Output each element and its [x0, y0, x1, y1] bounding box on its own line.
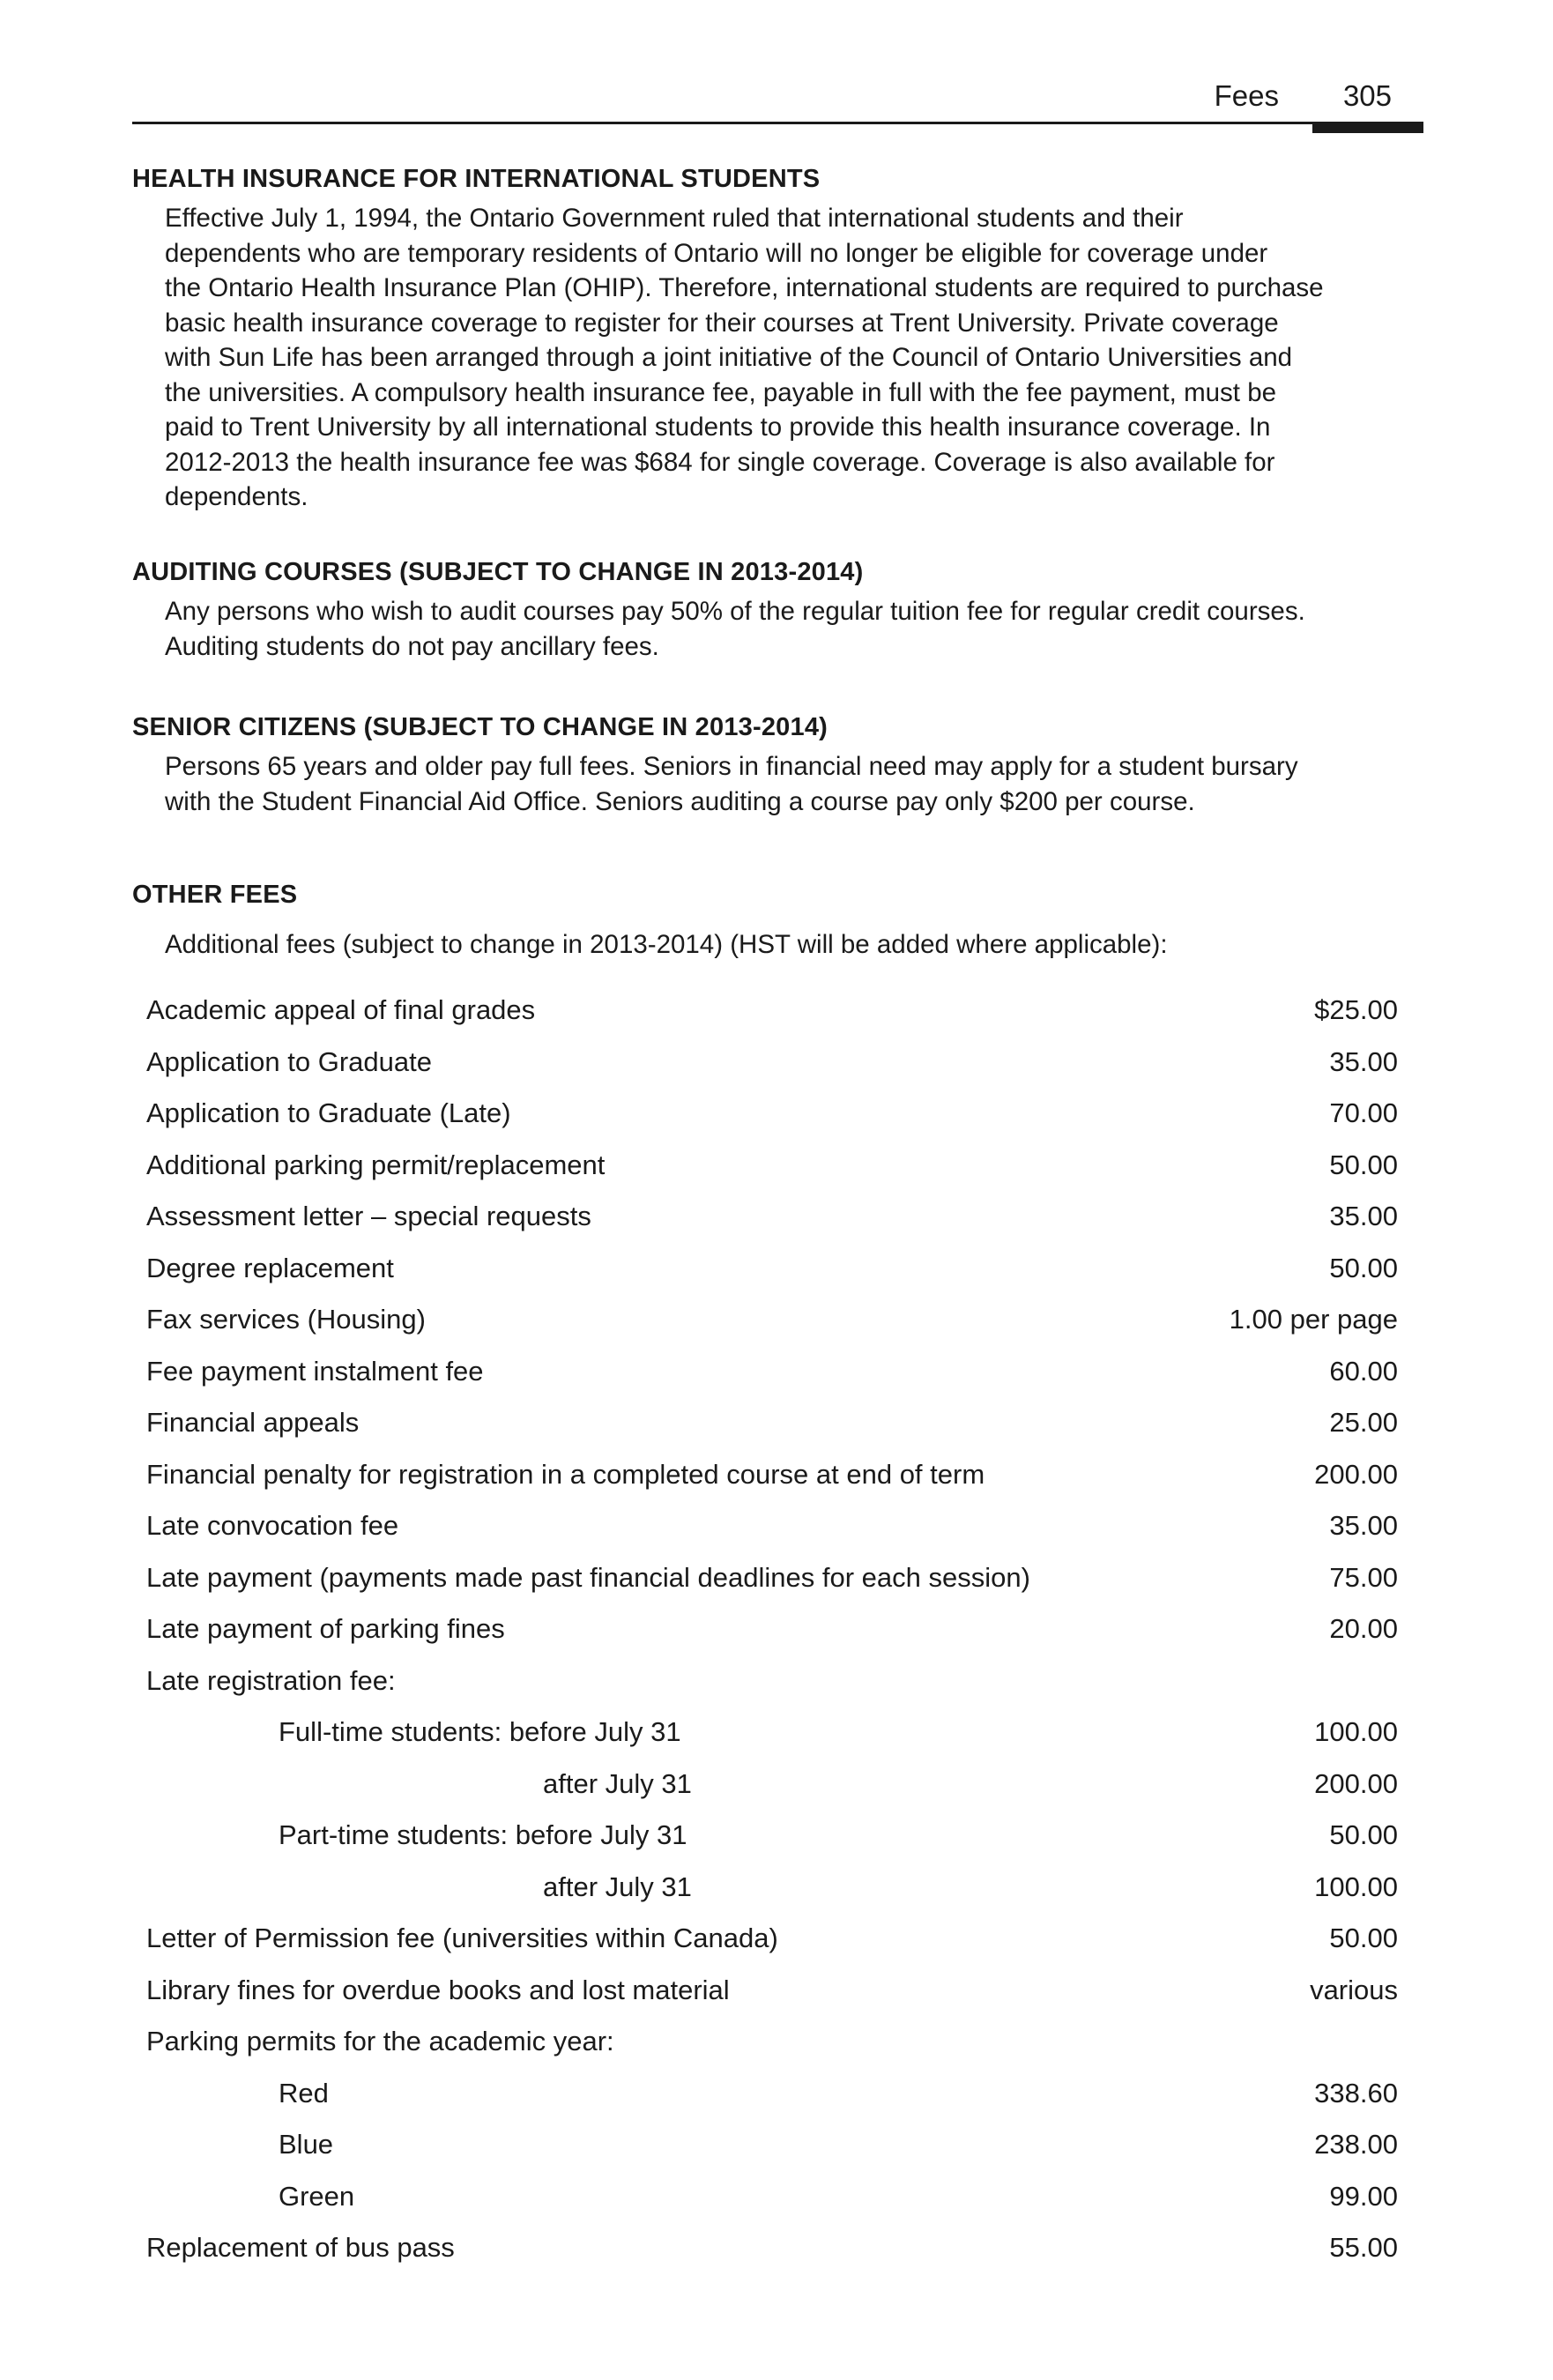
fee-label: Part-time students: before July 31 [279, 1819, 687, 1850]
text-line: Effective July 1, 1994, the Ontario Government ruled that international students and their [165, 204, 1184, 233]
fee-label: Degree replacement [146, 1252, 394, 1283]
fee-row [146, 1610, 1398, 1662]
fee-label: Late payment of parking fines [146, 1613, 505, 1644]
text-line: the Ontario Health Insurance Plan (OHIP). Therefore, international students are required to purchase [165, 273, 1324, 302]
text-line: 2012-2013 the health insurance fee was $684 for single coverage. Coverage is also available for [165, 447, 1275, 477]
page-number: 305 [1342, 79, 1392, 112]
fee-label: Late registration fee: [146, 1664, 396, 1696]
fee-row [146, 2023, 1398, 2075]
section-heading: OTHER FEES [132, 881, 298, 909]
fee-amount: 100.00 [1314, 1871, 1398, 1902]
fee-label: Red [279, 2077, 329, 2109]
fee-row [146, 1456, 1398, 1508]
fee-amount: 338.60 [1314, 2077, 1398, 2109]
section-body [165, 594, 1434, 664]
fee-amount: 35.00 [1329, 1510, 1398, 1541]
running-header-section: Fees [1214, 79, 1279, 112]
fee-label: Full-time students: before July 31 [279, 1716, 681, 1747]
fee-row [146, 2178, 1398, 2230]
fee-row [146, 1353, 1398, 1405]
text-line: dependents who are temporary residents of Ontario will no longer be eligible for coverage under [165, 238, 1268, 268]
fee-amount: various [1310, 1974, 1398, 2005]
fee-row [146, 1147, 1398, 1199]
fee-label: Blue [279, 2129, 334, 2160]
text-line: Auditing students do not pay ancillary fees. [165, 631, 659, 661]
fee-amount: 99.00 [1329, 2180, 1398, 2212]
text-line: Additional fees (subject to change in 2013-2014) (HST will be added where applicable): [165, 930, 1168, 959]
fee-row [146, 2126, 1398, 2178]
header-tab-marker [1312, 122, 1423, 133]
section-body [165, 749, 1434, 819]
fee-amount: 25.00 [1329, 1407, 1398, 1438]
fee-label: Application to Graduate (Late) [146, 1097, 511, 1128]
fee-label: Application to Graduate [146, 1045, 432, 1077]
fee-amount: 50.00 [1329, 1819, 1398, 1850]
fee-row [146, 1869, 1398, 1921]
section-auditing-courses [132, 555, 1437, 664]
fee-amount: $25.00 [1314, 994, 1398, 1025]
fee-row [146, 1198, 1398, 1250]
fee-label: Additional parking permit/replacement [146, 1149, 606, 1180]
fee-row [146, 1817, 1398, 1869]
fee-amount: 75.00 [1329, 1561, 1398, 1593]
fee-row [146, 1559, 1398, 1611]
text-line: paid to Trent University by all international students to provide this health insurance coverage. In [165, 413, 1271, 442]
fee-label: Late convocation fee [146, 1510, 399, 1541]
fee-label: Academic appeal of final grades [146, 994, 536, 1025]
fee-row [146, 992, 1398, 1044]
section-senior-citizens [132, 710, 1437, 819]
fee-amount: 70.00 [1329, 1097, 1398, 1128]
fee-label: Fax services (Housing) [146, 1304, 426, 1335]
section-health-insurance [132, 162, 1437, 515]
fee-amount: 200.00 [1314, 1767, 1398, 1799]
text-line: basic health insurance coverage to register for their courses at Trent University. Private coverage [165, 308, 1279, 338]
text-line: Persons 65 years and older pay full fees. Seniors in financial need may apply for a student bursary [165, 752, 1298, 781]
fee-amount: 50.00 [1329, 1923, 1398, 1953]
fee-label: Assessment letter – special requests [146, 1201, 591, 1231]
fee-amount: 35.00 [1329, 1045, 1398, 1077]
section-heading: HEALTH INSURANCE FOR INTERNATIONAL STUDENTS [132, 165, 821, 193]
section-body [165, 201, 1434, 515]
running-header [132, 79, 1423, 134]
fee-amount: 35.00 [1329, 1201, 1398, 1231]
fee-row [146, 2075, 1398, 2127]
fee-row [146, 1404, 1398, 1456]
header-rule [132, 122, 1423, 124]
text-line: with Sun Life has been arranged through a joint initiative of the Council of Ontario Universities and [165, 343, 1293, 372]
fee-amount: 100.00 [1314, 1716, 1398, 1747]
fee-label: Replacement of bus pass [146, 2232, 455, 2263]
fee-row [146, 1301, 1398, 1353]
fee-row [146, 1250, 1398, 1302]
text-line: the universities. A compulsory health insurance fee, payable in full with the fee payment, must be [165, 377, 1277, 407]
fee-row [146, 1920, 1398, 1972]
fee-label: Fee payment instalment fee [146, 1355, 484, 1387]
text-line: dependents. [165, 482, 308, 511]
fee-amount: 50.00 [1329, 1149, 1398, 1180]
fee-label: Late payment (payments made past financial deadlines for each session) [146, 1561, 1030, 1593]
fee-label: Financial penalty for registration in a completed course at end of term [146, 1458, 985, 1490]
fee-table [146, 992, 1398, 2281]
fee-label: after July 31 [543, 1767, 692, 1799]
fee-row [146, 1044, 1398, 1096]
fee-label: Letter of Permission fee (universities within Canada) [146, 1923, 778, 1953]
text-line: with the Student Financial Aid Office. Seniors auditing a course pay only $200 per course. [165, 786, 1195, 816]
fee-row [146, 1095, 1398, 1147]
fee-row [146, 2229, 1398, 2281]
fee-amount: 60.00 [1329, 1355, 1398, 1387]
fee-amount: 1.00 per page [1229, 1304, 1398, 1335]
fee-amount: 50.00 [1329, 1252, 1398, 1283]
fee-label: Green [279, 2180, 355, 2212]
fee-row [146, 1972, 1398, 2024]
section-heading: SENIOR CITIZENS (SUBJECT TO CHANGE IN 2013-2014) [132, 713, 829, 741]
section-other-fees [132, 878, 1437, 963]
fee-amount: 238.00 [1314, 2129, 1398, 2160]
fee-amount: 55.00 [1329, 2232, 1398, 2263]
fee-amount: 20.00 [1329, 1613, 1398, 1644]
fee-row [146, 1507, 1398, 1559]
text-line: Any persons who wish to audit courses pay 50% of the regular tuition fee for regular credit courses. [165, 597, 1305, 626]
fee-row [146, 1662, 1398, 1714]
fee-label: Financial appeals [146, 1407, 360, 1438]
section-heading: AUDITING COURSES (SUBJECT TO CHANGE IN 2013-2014) [132, 558, 864, 586]
fee-label: after July 31 [543, 1871, 692, 1902]
section-body [165, 927, 1434, 963]
fee-row [146, 1766, 1398, 1818]
fee-label: Parking permits for the academic year: [146, 2026, 614, 2056]
fee-row [146, 1714, 1398, 1766]
fee-amount: 200.00 [1314, 1458, 1398, 1490]
fee-label: Library fines for overdue books and lost material [146, 1974, 730, 2005]
